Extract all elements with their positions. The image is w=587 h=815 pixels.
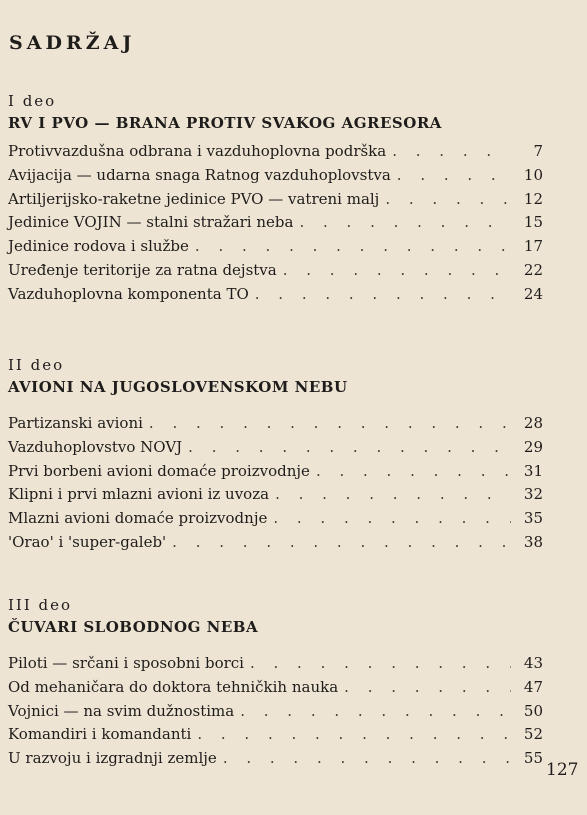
toc-entry xyxy=(8,533,543,557)
toc-entry xyxy=(8,438,543,462)
part-label: III deo xyxy=(8,596,73,614)
entry-title: Vazduhoplovna komponenta TO xyxy=(8,284,249,303)
entry-page: 17 xyxy=(523,237,543,256)
leader-dots xyxy=(392,142,511,160)
entry-title: Klipni i prvi mlazni avioni iz uvoza xyxy=(8,485,270,504)
toc-entry xyxy=(8,725,543,749)
leader-dots xyxy=(299,213,511,231)
entry-title: Jedinice VOJIN — stalni stražari neba xyxy=(8,213,294,232)
entry-page: 10 xyxy=(523,165,543,184)
entry-page: 12 xyxy=(523,189,543,208)
entry-page: 24 xyxy=(523,284,543,303)
leader-dots xyxy=(385,190,511,208)
entry-title: Prvi borbeni avioni domaće proizvodnje xyxy=(8,461,310,480)
entry-title: Vazduhoplovstvo NOVJ xyxy=(8,437,183,456)
leader-dots xyxy=(197,725,511,743)
entry-page: 22 xyxy=(523,260,543,279)
leader-dots xyxy=(149,414,511,432)
entry-page: 31 xyxy=(523,461,543,480)
toc-entry xyxy=(8,213,543,237)
entry-page: 28 xyxy=(523,414,543,432)
toc-entry xyxy=(8,749,543,773)
entry-page: 52 xyxy=(523,725,543,744)
page-heading: SADRŽAJ xyxy=(9,32,136,54)
entry-title: 'Orao' i 'super-galeb' xyxy=(8,532,167,551)
leader-dots xyxy=(283,261,511,279)
toc-entry xyxy=(8,190,543,214)
part-1 xyxy=(8,92,543,309)
entry-page: 47 xyxy=(523,677,543,696)
entry-title: Jedinice rodova i službe xyxy=(8,237,189,256)
entry-title: U razvoju i izgradnji zemlje xyxy=(8,749,217,768)
part-3 xyxy=(8,596,543,773)
part-title: RV I PVO — BRANA PROTIV SVAKOG AGRESORA xyxy=(8,114,442,132)
leader-dots xyxy=(195,237,511,255)
leader-dots xyxy=(344,678,511,696)
toc-entry xyxy=(8,261,543,285)
toc-entry xyxy=(8,237,543,261)
entry-title: Mlazni avioni domaće proizvodnje xyxy=(8,509,268,528)
part-title: ČUVARI SLOBODNOG NEBA xyxy=(8,618,259,636)
entry-page: 7 xyxy=(533,142,543,160)
part-2 xyxy=(8,356,543,557)
entry-title: Avijacija — udarna snaga Ratnog vazduhoplovstva xyxy=(8,165,391,184)
toc-entry xyxy=(8,285,543,309)
entry-title: Protivvazdušna odbrana i vazduhoplovna podrška xyxy=(8,142,387,160)
entry-title: Uređenje teritorije za ratna dejstva xyxy=(8,260,277,279)
entry-page: 43 xyxy=(523,654,543,672)
part-title: AVIONI NA JUGOSLOVENSKOM NEBU xyxy=(8,378,348,396)
toc-entry xyxy=(8,166,543,190)
leader-dots xyxy=(397,166,511,184)
entry-page: 29 xyxy=(523,437,543,456)
entry-page: 38 xyxy=(523,532,543,551)
toc-entry xyxy=(8,485,543,509)
leader-dots xyxy=(316,462,511,480)
entry-title: Komandiri i komandanti xyxy=(8,725,192,744)
entry-title: Od mehaničara do doktora tehničkih nauka xyxy=(8,677,339,696)
entry-title: Piloti — srčani i sposobni borci xyxy=(8,654,244,672)
entry-title: Partizanski avioni xyxy=(8,414,143,432)
entry-page: 32 xyxy=(523,485,543,504)
entry-title: Artiljerijsko-raketne jedinice PVO — vatreni malj xyxy=(8,189,380,208)
page-number: 127 xyxy=(546,760,579,780)
leader-dots xyxy=(250,654,511,672)
toc-entry xyxy=(8,414,543,438)
leader-dots xyxy=(275,485,511,503)
toc-entry xyxy=(8,509,543,533)
entry-page: 35 xyxy=(523,509,543,528)
entry-page: 15 xyxy=(523,213,543,232)
toc-entry xyxy=(8,654,543,678)
leader-dots xyxy=(255,285,511,303)
toc-entry xyxy=(8,462,543,486)
part-label: I deo xyxy=(8,92,57,110)
leader-dots xyxy=(188,438,511,456)
leader-dots xyxy=(273,509,511,527)
entry-page: 50 xyxy=(523,701,543,720)
entry-page: 55 xyxy=(523,749,543,768)
part-label: II deo xyxy=(8,356,65,374)
entry-title: Vojnici — na svim dužnostima xyxy=(8,701,235,720)
leader-dots xyxy=(240,702,511,720)
toc-entry xyxy=(8,702,543,726)
toc-entry xyxy=(8,678,543,702)
leader-dots xyxy=(172,533,511,551)
toc-entry xyxy=(8,142,543,166)
leader-dots xyxy=(223,749,511,767)
